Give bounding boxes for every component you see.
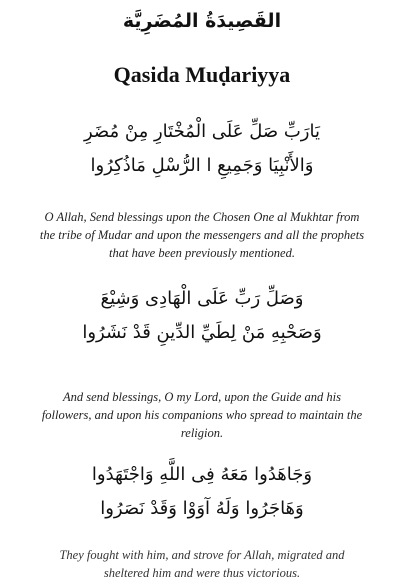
stanza-3-translation [6,546,398,582]
stanza-2-translation [6,388,398,442]
english-title: Qasida Muḍariyya [113,62,291,87]
stanza-1-arabic [0,115,404,183]
arabic-verse-line: وَهَاجَرُوا وَلَهُ آوَوْا وَقَدْ نَصَرُوا [100,498,304,519]
translation-line: O Allah, Send blessings upon the Chosen One al Mukhtar from [44,210,360,224]
translation-line: sheltered him and were thus victorious. [103,566,301,580]
translation-line: religion. [180,426,224,440]
translation-line: that have been previously mentioned. [109,246,295,260]
translation-line: They fought with him, and strove for Allah, migrated and [59,548,345,562]
stanza-2-arabic [0,282,404,350]
stanza-3-arabic [0,458,404,526]
translation-line: followers, and upon his companions who spread to maintain the [41,408,363,422]
arabic-verse-line: وَصَلِّ رَبِّ عَلَى الْهَادِى وَشِيْعَ [100,288,304,309]
arabic-verse-line: وَجَاهَدُوا مَعَهُ فِى اللَّهِ وَاجْتَهَدُوا [91,464,313,485]
translation-line: And send blessings, O my Lord, upon the Guide and his [63,390,341,404]
translation-line: the tribe of Mudar and upon the messengers and all the prophets [39,228,365,242]
arabic-title: القَصِيدَةُ المُضَرِيَّة [122,10,282,32]
arabic-verse-line: وَصَحْبِهِ مَنْ لِطَيِّ الدِّينِ قَدْ نَشَرُوا [82,322,322,343]
arabic-verse-line: وَالأَنْبِيَا وَجَمِيعِ ا الرُّسْلِ مَاذُكِرُوا [90,155,314,176]
arabic-verse-line: يَارَبِّ صَلِّ عَلَى الْمُخْتَارِ مِنْ مُضَرِ [83,121,320,142]
stanza-1-translation [6,208,398,262]
